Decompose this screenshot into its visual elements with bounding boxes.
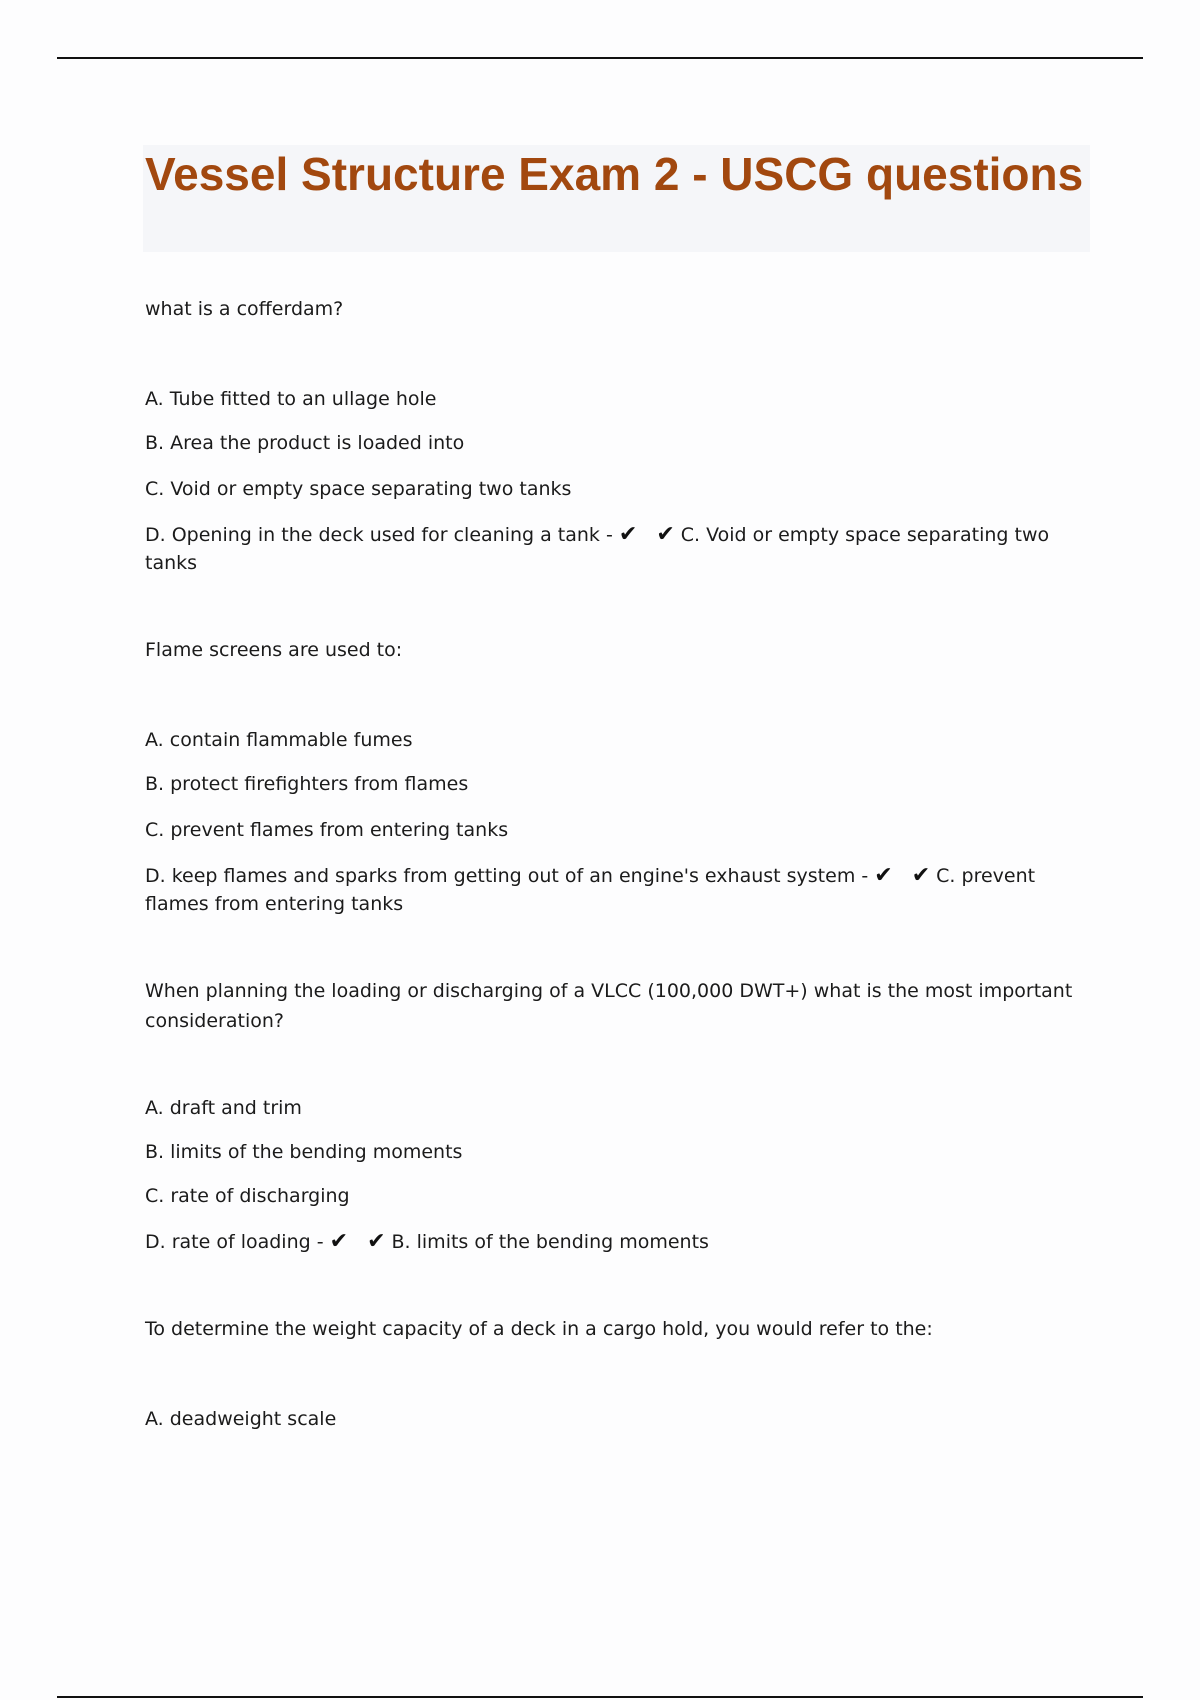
correct-answer: C. Void or empty space separating two tanks bbox=[145, 524, 1050, 574]
question-text: what is a cofferdam? bbox=[145, 298, 344, 320]
answer-option-with-answer bbox=[145, 1228, 1090, 1256]
correct-answer: C. prevent flames from entering tanks bbox=[145, 865, 1036, 915]
question-block bbox=[145, 976, 1090, 1256]
answer-option: B. limits of the bending moments bbox=[145, 1141, 463, 1163]
answer-option-with-answer bbox=[145, 862, 1090, 918]
answer-option: B. Area the product is loaded into bbox=[145, 432, 465, 454]
answer-option: C. prevent flames from entering tanks bbox=[145, 819, 509, 841]
question-text: To determine the weight capacity of a deck in a cargo hold, you would refer to the: bbox=[145, 1318, 933, 1340]
answer-option: C. rate of discharging bbox=[145, 1185, 350, 1207]
answer-option: A. draft and trim bbox=[145, 1097, 302, 1119]
answer-option: A. Tube fitted to an ullage hole bbox=[145, 388, 437, 410]
question-text: Flame screens are used to: bbox=[145, 639, 403, 661]
answer-option: B. protect firefighters from flames bbox=[145, 773, 469, 795]
question-block bbox=[145, 294, 1090, 577]
top-rule bbox=[57, 57, 1143, 59]
title-banner bbox=[143, 145, 1090, 252]
answer-option: A. deadweight scale bbox=[145, 1408, 337, 1430]
answer-option-text: D. Opening in the deck used for cleaning a tank - bbox=[145, 524, 613, 546]
document-title: Vessel Structure Exam 2 - USCG questions bbox=[145, 148, 1084, 200]
question-block bbox=[145, 1314, 1090, 1433]
checkmark-icon: ✔ ✔ bbox=[618, 522, 681, 547]
document-body bbox=[145, 145, 1090, 1433]
answer-option: C. Void or empty space separating two tanks bbox=[145, 478, 572, 500]
correct-answer: B. limits of the bending moments bbox=[391, 1231, 709, 1253]
answer-option-text: D. rate of loading - bbox=[145, 1231, 324, 1253]
answer-option: A. contain flammable fumes bbox=[145, 729, 413, 751]
bottom-rule bbox=[57, 1696, 1143, 1698]
checkmark-icon: ✔ ✔ bbox=[329, 1229, 392, 1254]
question-block bbox=[145, 635, 1090, 918]
answer-option-with-answer bbox=[145, 521, 1090, 577]
answer-option-text: D. keep flames and sparks from getting out of an engine's exhaust system - bbox=[145, 865, 869, 887]
checkmark-icon: ✔ ✔ bbox=[874, 863, 937, 888]
question-text: When planning the loading or discharging of a VLCC (100,000 DWT+) what is the most important consideration? bbox=[145, 980, 1073, 1032]
